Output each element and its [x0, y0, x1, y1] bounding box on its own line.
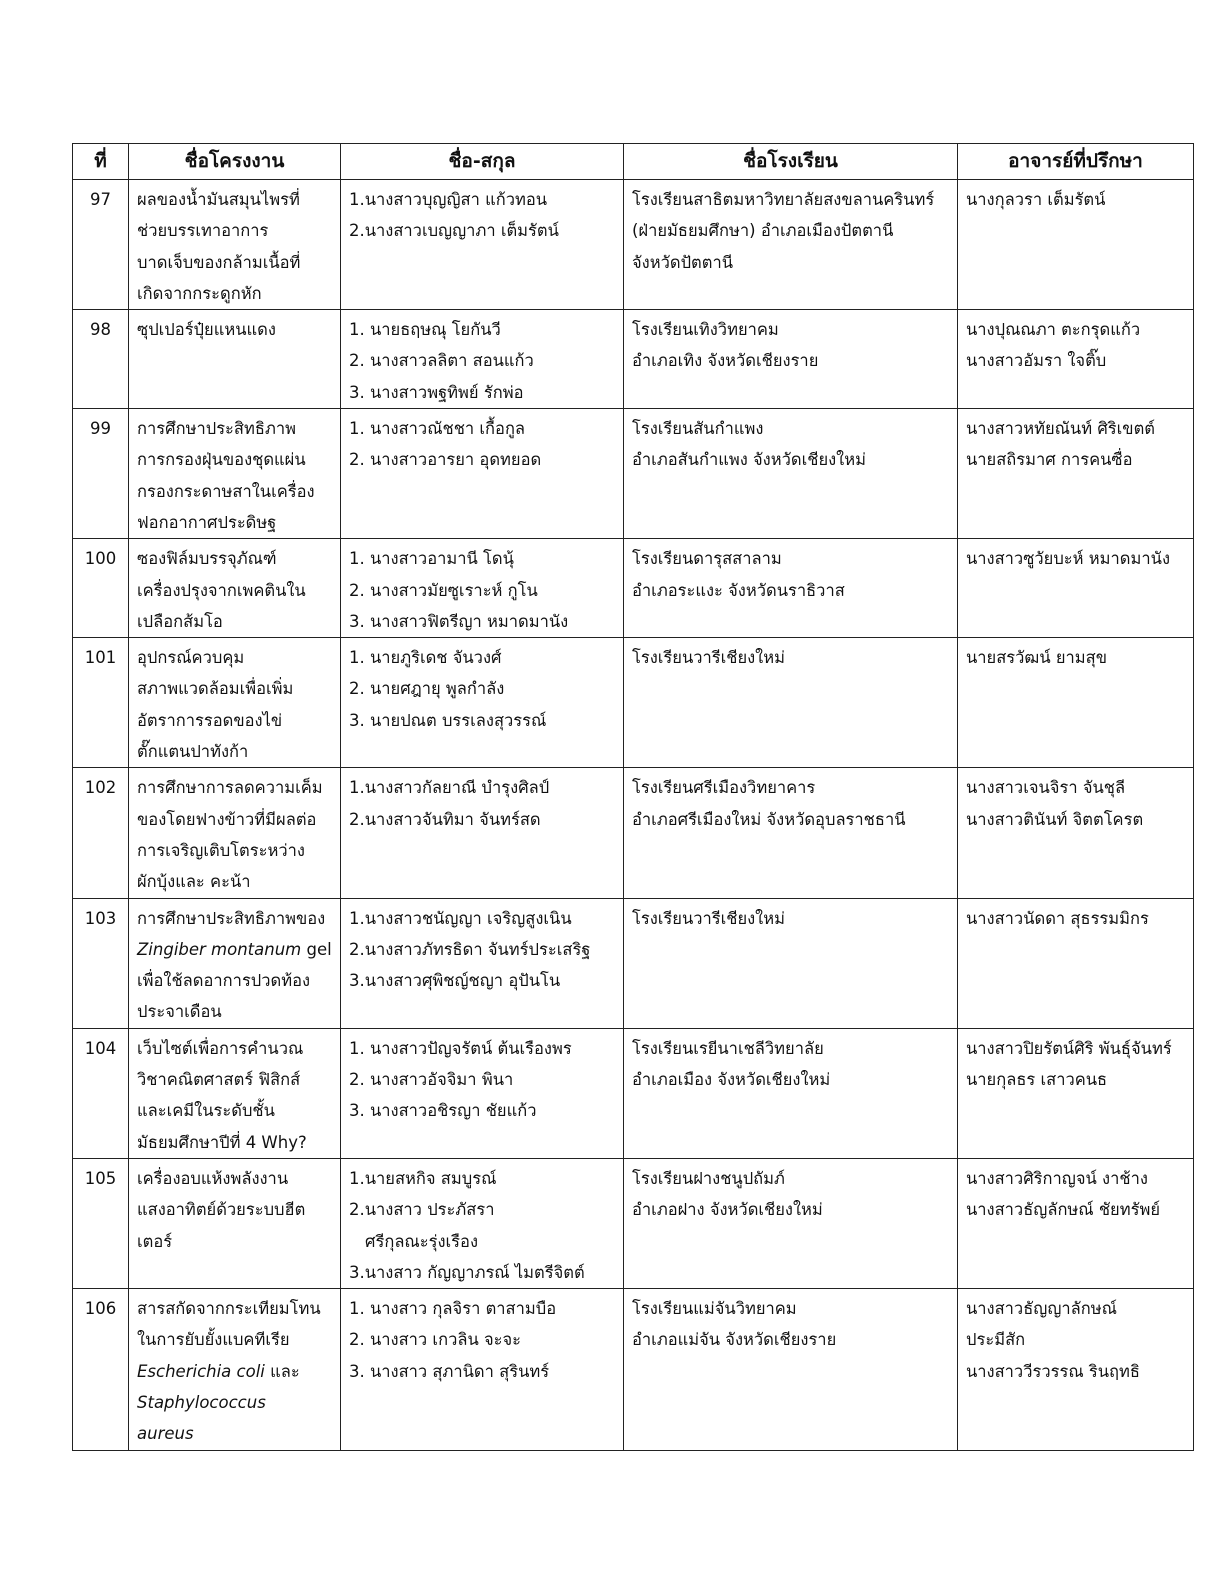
project-line: [137, 1356, 340, 1387]
student-name: 3.นางสาว กัญญาภรณ์ ไมตรีจิตต์: [349, 1262, 585, 1282]
row-number: 101: [73, 638, 129, 768]
advisor-name: นายสถิรมาศ การคนซื่อ: [966, 450, 1133, 470]
advisor-name: นางสาวศิริกาญจน์ งาช้าง: [966, 1168, 1148, 1188]
advisor-name: นางสาวธัญลักษณ์ ชัยทรัพย์: [966, 1200, 1161, 1220]
student-name: 1.นางสาวชนัญญา เจริญสูงเนิน: [349, 908, 572, 928]
project-line: แสงอาทิตย์ด้วยระบบฮีต: [137, 1200, 306, 1220]
project-name-cell: [129, 1289, 341, 1450]
project-line: การศึกษาประสิทธิภาพของ: [137, 908, 326, 928]
project-line: ช่วยบรรเทาอาการ: [137, 221, 269, 241]
advisor-name: นางสาวหทัยณันท์ ศิริเขตต์: [966, 419, 1156, 439]
school-line: โรงเรียนแม่จันวิทยาคม: [632, 1299, 797, 1319]
header-project: ชื่อโครงงาน: [129, 144, 341, 180]
row-number: 106: [73, 1289, 129, 1450]
table-row: [73, 898, 1194, 1028]
project-line: เกิดจากกระดูกหัก: [137, 283, 262, 303]
row-number: 105: [73, 1158, 129, 1288]
project-line: การเจริญเติบโตระหว่าง: [137, 840, 305, 860]
school-line: โรงเรียนเรยีนาเชลีวิทยาลัย: [632, 1038, 824, 1058]
students-cell: [341, 1289, 624, 1450]
project-line: การศึกษาประสิทธิภาพ: [137, 419, 296, 439]
advisor-cell: [958, 1289, 1194, 1450]
school-line: จังหวัดปัตตานี: [632, 252, 734, 272]
school-line: โรงเรียนสันกำแพง: [632, 419, 764, 439]
project-line: ซองฟิล์มบรรจุภัณฑ์: [137, 549, 277, 569]
school-line: โรงเรียนวารีเชียงใหม่: [632, 648, 785, 668]
project-line: ผักบุ้งและ คะน้า: [137, 872, 251, 892]
project-line: เพื่อใช้ลดอาการปวดท้อง: [137, 971, 311, 991]
student-name: 2. นางสาว เกวลิน จะจะ: [349, 1330, 522, 1350]
advisor-cell: [958, 1028, 1194, 1158]
school-cell: [624, 768, 958, 898]
students-cell: [341, 768, 624, 898]
school-line: อำเภอสันกำแพง จังหวัดเชียงใหม่: [632, 450, 866, 470]
project-text: และ: [264, 1361, 300, 1381]
school-cell: [624, 1028, 958, 1158]
students-cell: [341, 638, 624, 768]
students-cell: [341, 310, 624, 409]
project-text: gel: [301, 939, 332, 959]
project-name-cell: [129, 539, 341, 638]
student-name: 3. นางสาวอชิรญา ชัยแก้ว: [349, 1101, 537, 1121]
school-cell: [624, 409, 958, 539]
row-number: 102: [73, 768, 129, 898]
project-name-cell: [129, 409, 341, 539]
student-name: 1. นายธฤษณุ โยกันวี: [349, 320, 501, 340]
school-line: อำเภอระแงะ จังหวัดนราธิวาส: [632, 580, 845, 600]
student-name: 1. นางสาวณัชชา เกื้อกูล: [349, 419, 526, 439]
school-line: อำเภอแม่จัน จังหวัดเชียงราย: [632, 1330, 837, 1350]
student-name: 2. นายศฎายุ พูลกำลัง: [349, 679, 505, 699]
project-line: อัตราการรอดของไข่: [137, 710, 283, 730]
student-name: 2.นางสาว ประภัสรา: [349, 1200, 495, 1220]
table-row: [73, 638, 1194, 768]
advisor-cell: [958, 409, 1194, 539]
project-line: [137, 934, 340, 965]
project-line: ประจาเดือน: [137, 1002, 222, 1022]
project-line: เครื่องอบแห้งพลังงาน: [137, 1168, 289, 1188]
school-cell: [624, 898, 958, 1028]
project-line: เปลือกส้มโอ: [137, 611, 223, 631]
header-school: ชื่อโรงเรียน: [624, 144, 958, 180]
project-line: ในการยับยั้งแบคทีเรีย: [137, 1330, 290, 1350]
table-row: [73, 768, 1194, 898]
school-cell: [624, 1289, 958, 1450]
school-cell: [624, 638, 958, 768]
student-name: 2. นางสาวอารยา อุดทยอด: [349, 450, 542, 470]
student-name: 3. นางสาวพฐทิพย์ รักพ่อ: [349, 382, 524, 402]
advisor-name: นางสาวเจนจิรา จันชุลี: [966, 778, 1126, 798]
project-line: ซุปเปอร์ปุ๋ยแหนแดง: [137, 320, 276, 340]
project-name-cell: [129, 310, 341, 409]
row-number: 103: [73, 898, 129, 1028]
header-advisor: อาจารย์ที่ปรึกษา: [958, 144, 1194, 180]
students-cell: [341, 1028, 624, 1158]
school-line: โรงเรียนเทิงวิทยาคม: [632, 320, 779, 340]
project-line: บาดเจ็บของกล้ามเนื้อที่: [137, 252, 301, 272]
school-line: โรงเรียนวารีเชียงใหม่: [632, 908, 785, 928]
header-row: [73, 144, 1194, 180]
project-line: และเคมีในระดับชั้น: [137, 1101, 275, 1121]
students-cell: [341, 409, 624, 539]
advisor-name: นางสาวอัมรา ใจติ๊บ: [966, 351, 1107, 371]
advisor-name: นายกุลธร เสาวคนธ: [966, 1070, 1108, 1090]
advisor-cell: [958, 180, 1194, 310]
row-number: 100: [73, 539, 129, 638]
project-line: เว็บไซต์เพื่อการคำนวณ: [137, 1038, 304, 1058]
school-line: โรงเรียนดารุสสาลาม: [632, 549, 782, 569]
species-name: Escherichia coli: [137, 1361, 265, 1381]
school-cell: [624, 539, 958, 638]
advisor-cell: [958, 310, 1194, 409]
student-name: 1.นางสาวกัลยาณี บำรุงศิลป์: [349, 778, 550, 798]
project-name-cell: [129, 898, 341, 1028]
project-line: สภาพแวดล้อมเพื่อเพิ่ม: [137, 679, 294, 699]
school-line: โรงเรียนสาธิตมหาวิทยาลัยสงขลานครินทร์: [632, 190, 935, 209]
header-no: ที่: [73, 144, 129, 180]
project-line: มัธยมศึกษาปีที่ 4 Why?: [137, 1132, 307, 1152]
project-line: การกรองฝุ่นของชุดแผ่น: [137, 450, 306, 470]
table-row: [73, 310, 1194, 409]
student-name: 1. นายภูริเดช จันวงศ์: [349, 648, 502, 668]
school-line: อำเภอเทิง จังหวัดเชียงราย: [632, 351, 819, 371]
student-name: 3. นายปณต บรรเลงสุวรรณ์: [349, 710, 547, 730]
project-name-cell: [129, 638, 341, 768]
project-name-cell: [129, 1158, 341, 1288]
advisor-cell: [958, 768, 1194, 898]
table-row: [73, 180, 1194, 310]
student-name: 2.นางสาวจันทิมา จันทร์สด: [349, 809, 541, 829]
row-number: 99: [73, 409, 129, 539]
project-name-cell: [129, 768, 341, 898]
student-name: 1.นายสหกิจ สมบูรณ์: [349, 1168, 497, 1188]
student-name: 3. นางสาวฟิตรีญา หมาดมานัง: [349, 611, 569, 631]
project-line: วิชาคณิตศาสตร์ ฟิสิกส์: [137, 1070, 301, 1090]
row-number: 98: [73, 310, 129, 409]
advisor-cell: [958, 638, 1194, 768]
student-name: 1. นางสาว กุลจิรา ตาสามบือ: [349, 1299, 557, 1319]
advisor-name: นายสรวัฒน์ ยามสุข: [966, 648, 1107, 668]
school-cell: [624, 1158, 958, 1288]
advisor-name: นางสาววีรวรรณ รินฤทธิ: [966, 1361, 1140, 1381]
project-line: การศึกษาการลดความเค็ม: [137, 778, 323, 798]
student-name: 1. นางสาวอามานี โดนุ้: [349, 549, 514, 569]
school-line: อำเภอศรีเมืองใหม่ จังหวัดอุบลราชธานี: [632, 809, 906, 829]
students-cell: [341, 1158, 624, 1288]
school-cell: [624, 310, 958, 409]
project-line: ตั๊กแตนปาทังก้า: [137, 742, 249, 762]
project-line: เครื่องปรุงจากเพคตินใน: [137, 580, 306, 600]
advisor-name: นางสาวนัดดา สุธรรมมิกร: [966, 908, 1149, 928]
students-cell: [341, 180, 624, 310]
student-name: 2.นางสาวเบญญาภา เต็มรัตน์: [349, 221, 559, 241]
student-name: 3. นางสาว สุภานิดา สุรินทร์: [349, 1361, 550, 1381]
project-line: ฟอกอากาศประดิษฐ: [137, 512, 277, 532]
species-name: aureus: [137, 1424, 194, 1444]
project-line: กรองกระดาษสาในเครื่อง: [137, 481, 315, 501]
school-cell: [624, 180, 958, 310]
school-line: อำเภอฝาง จังหวัดเชียงใหม่: [632, 1200, 823, 1220]
student-name: 1.นางสาวบุญญิสา แก้วทอน: [349, 190, 548, 209]
project-line: สารสกัดจากกระเทียมโทน: [137, 1299, 321, 1319]
school-line: โรงเรียนศรีเมืองวิทยาคาร: [632, 778, 816, 798]
advisor-name: นางปุณณภา ตะกรุดแก้ว: [966, 320, 1141, 340]
species-name: Staphylococcus: [137, 1392, 266, 1412]
row-number: 97: [73, 180, 129, 310]
table-row: [73, 1028, 1194, 1158]
header-students: ชื่อ-สกุล: [341, 144, 624, 180]
project-table: [72, 143, 1194, 1451]
student-name: 2.นางสาวภัทรธิดา จันทร์ประเสริฐ: [349, 939, 591, 959]
table-row: [73, 539, 1194, 638]
project-name-cell: [129, 1028, 341, 1158]
project-name-cell: [129, 180, 341, 310]
project-line: ของโดยฟางข้าวที่มีผลต่อ: [137, 809, 317, 829]
species-name: Zingiber montanum: [137, 939, 302, 959]
advisor-name: นางสาวปิยรัตน์ศิริ พันธุ์จันทร์: [966, 1038, 1172, 1058]
project-line: ผลของน้ำมันสมุนไพรที่: [137, 190, 300, 209]
advisor-cell: [958, 1158, 1194, 1288]
student-name: 2. นางสาวมัยซูเราะห์ กูโน: [349, 580, 538, 600]
student-name: 2. นางสาวอัจจิมา พินา: [349, 1070, 514, 1090]
advisor-cell: [958, 898, 1194, 1028]
advisor-cell: [958, 539, 1194, 638]
table-row: [73, 1289, 1194, 1450]
row-number: 104: [73, 1028, 129, 1158]
project-line: อุปกรณ์ควบคุม: [137, 648, 245, 668]
advisor-name: นางสาวซูวัยบะห์ หมาดมานัง: [966, 549, 1171, 569]
student-surname-wrap: ศรีกุลณะรุ่งเรือง: [365, 1231, 478, 1251]
advisor-name: นางสาวธัญญาลักษณ์: [966, 1299, 1117, 1319]
advisor-name: นางสาวตินันท์ จิตตโครต: [966, 809, 1144, 829]
student-name: 2. นางสาวลลิตา สอนแก้ว: [349, 351, 534, 371]
school-line: (ฝ่ายมัธยมศึกษา) อำเภอเมืองปัตตานี: [632, 221, 894, 241]
students-cell: [341, 898, 624, 1028]
student-name: 3.นางสาวศุพิชญ์ชญา อุปันโน: [349, 971, 561, 991]
table-row: [73, 1158, 1194, 1288]
student-name: 1. นางสาวปัญจรัตน์ ต้นเรืองพร: [349, 1038, 572, 1058]
advisor-name: ประมีสัก: [966, 1330, 1026, 1350]
advisor-name: นางกุลวรา เต็มรัตน์: [966, 190, 1106, 209]
school-line: อำเภอเมือง จังหวัดเชียงใหม่: [632, 1070, 831, 1090]
project-line: เตอร์: [137, 1231, 173, 1251]
table-row: [73, 409, 1194, 539]
school-line: โรงเรียนฝางชนูปถัมภ์: [632, 1168, 785, 1188]
students-cell: [341, 539, 624, 638]
